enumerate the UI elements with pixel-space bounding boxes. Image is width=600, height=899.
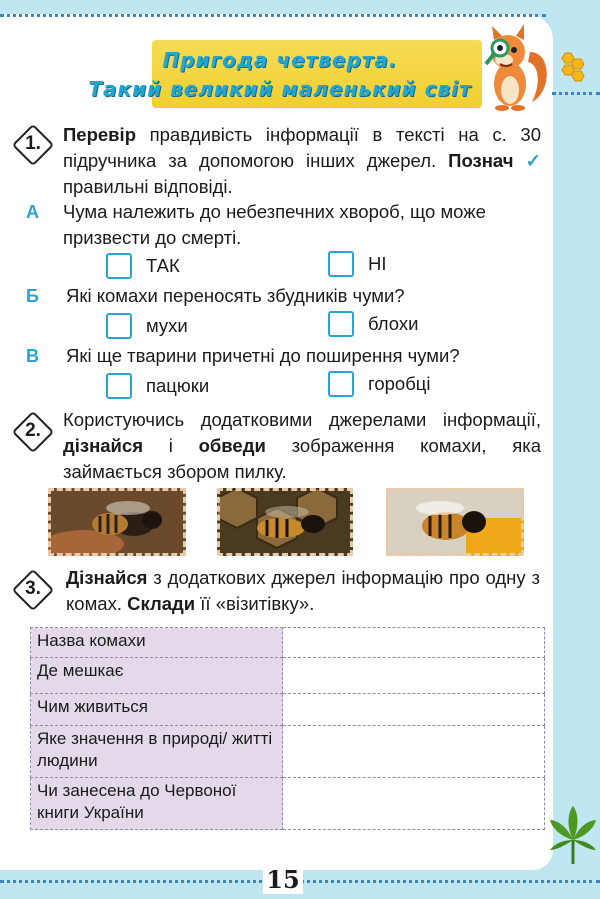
task-1-number: 1. [25, 133, 41, 154]
insect-photo-3[interactable] [386, 488, 524, 556]
task-3-verb-compose: Склади [127, 593, 196, 614]
chestnut-leaf-icon [548, 806, 598, 866]
row-label: Чи занесена до Червоної книги України [31, 778, 283, 830]
option-label: горобці [368, 373, 431, 394]
task-1-instruction [63, 122, 541, 200]
checkbox[interactable] [328, 371, 354, 397]
question-c-option-sparrows[interactable] [328, 370, 431, 398]
option-label: ТАК [146, 255, 180, 276]
answer-field[interactable] [283, 778, 545, 830]
task-1-intro-text: правдивість інформації в тексті на с. 30 підручника за допомогою інших джерел. [63, 124, 541, 171]
task-3-text-b: її «візитівку». [195, 593, 315, 614]
question-a-text: Чума належить до небезпечних хвороб, що може призвести до смерті. [63, 201, 486, 248]
top-dotted-border [0, 14, 546, 17]
question-a-option-no[interactable] [328, 250, 387, 278]
row-label: Чим живиться [31, 694, 283, 726]
insect-photo-2[interactable] [217, 488, 353, 556]
task-3-text-a: з додаткових джерел інформацію про одну з комах. [66, 567, 540, 614]
question-b-text: Які комахи переносять збудників чуми? [66, 285, 405, 306]
row-label: Де мешкає [31, 658, 283, 694]
table-row [31, 778, 545, 830]
photo-frame [48, 488, 186, 556]
checkbox[interactable] [106, 313, 132, 339]
title-line-1: Пригода четверта. [162, 48, 398, 72]
option-label: блохи [368, 313, 419, 334]
page-title [80, 46, 480, 104]
question-c-option-rats[interactable] [106, 372, 209, 400]
question-a-letter: А [26, 202, 39, 222]
task-2-instruction [63, 407, 541, 485]
question-a-option-yes[interactable] [106, 252, 180, 280]
question-c-letter: В [26, 346, 39, 366]
task-3-number: 3. [25, 578, 41, 599]
page-number: 15 [263, 865, 303, 894]
task-2-text-c: зображення комахи, яка займається збором пилку. [63, 435, 542, 482]
task-1-badge [12, 124, 54, 166]
task-2-text-a: Користуючись додатковими джерелами інформації, [63, 409, 541, 430]
right-dotted-border [552, 92, 600, 95]
checkbox[interactable] [328, 251, 354, 277]
table-row [31, 628, 545, 658]
task-2-badge [12, 411, 54, 453]
option-label: мухи [146, 315, 188, 336]
task-3-verb-find: Дізнайся [66, 567, 148, 588]
question-b-option-fleas[interactable] [328, 310, 418, 338]
task-1-verb-mark: Познач [448, 150, 514, 171]
table-row [31, 726, 545, 778]
row-label: Яке значення в природі/ житті людини [31, 726, 283, 778]
option-label: НІ [368, 253, 387, 274]
table-row [31, 658, 545, 694]
question-b-letter: Б [26, 286, 39, 306]
task-2-text-b: і [143, 435, 199, 456]
checkbox[interactable] [328, 311, 354, 337]
photo-frame [386, 488, 524, 556]
question-b-option-flies[interactable] [106, 312, 188, 340]
option-label: пацюки [146, 375, 210, 396]
task-3-instruction [66, 565, 540, 617]
photo-frame [217, 488, 353, 556]
answer-field[interactable] [283, 628, 545, 658]
checkmark-icon: ✓ [525, 150, 542, 171]
task-2-verb-find: дізнайся [63, 435, 143, 456]
task-1-verb-check: Перевір [63, 124, 136, 145]
business-card-table [30, 627, 545, 830]
squirrel-mascot-icon [480, 22, 550, 112]
answer-field[interactable] [283, 726, 545, 778]
honeycomb-icon [556, 50, 590, 84]
checkbox[interactable] [106, 373, 132, 399]
row-label: Назва комахи [31, 628, 283, 658]
table-row [31, 694, 545, 726]
question-c-text: Які ще тварини причетні до поширення чуми? [66, 345, 460, 366]
task-2-number: 2. [25, 420, 41, 441]
task-3-badge [12, 569, 54, 611]
answer-field[interactable] [283, 694, 545, 726]
checkbox[interactable] [106, 253, 132, 279]
answer-field[interactable] [283, 658, 545, 694]
task-1-mark-text: правильні відповіді. [63, 176, 233, 197]
task-2-verb-circle: обведи [198, 435, 266, 456]
title-line-2: Такий великий маленький світ [88, 77, 472, 101]
insect-photo-1[interactable] [48, 488, 186, 556]
